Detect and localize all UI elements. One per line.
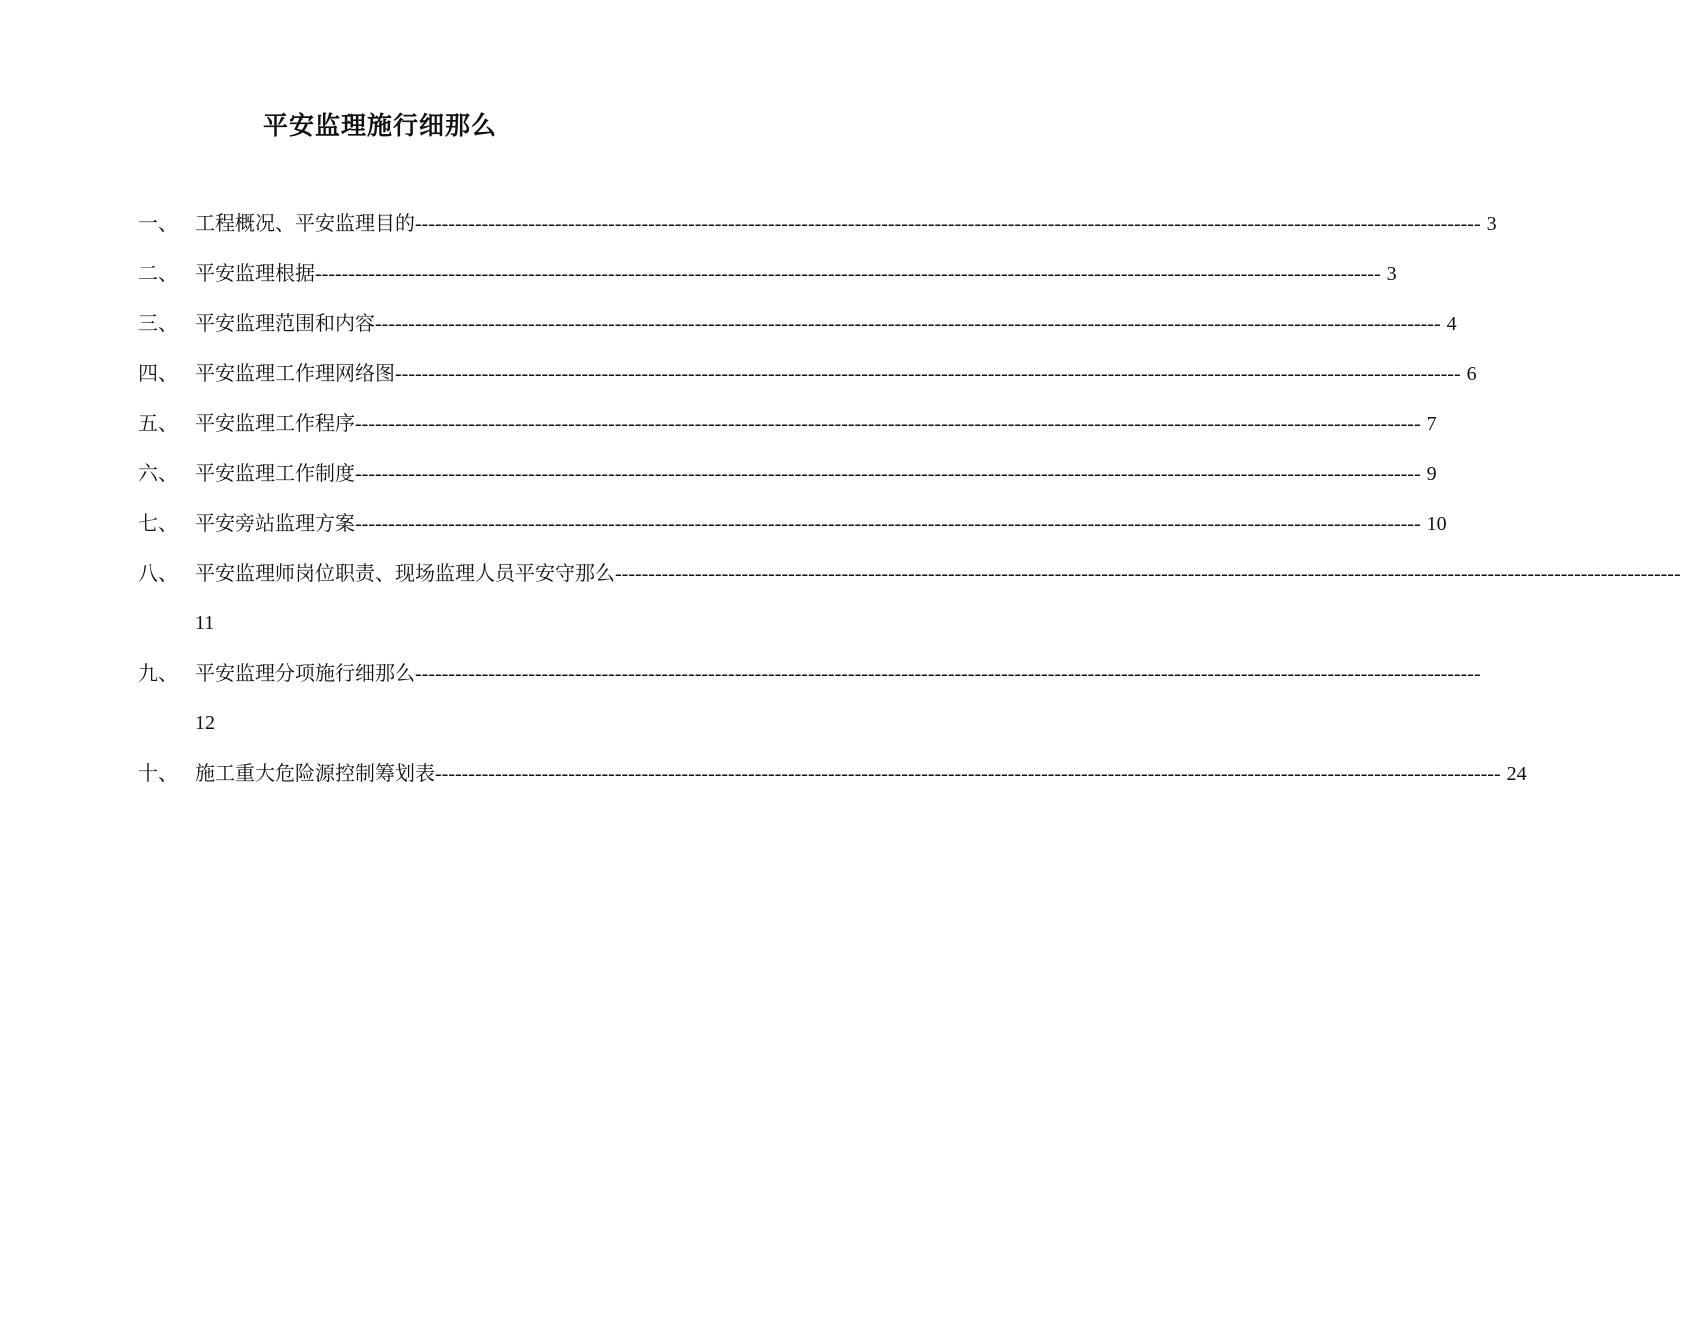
toc-entry-2[interactable] <box>138 248 1397 298</box>
toc-entry-number: 二、 <box>138 261 178 285</box>
toc-page-number: 6 <box>1466 363 1477 385</box>
toc-page-number: 4 <box>1446 313 1457 335</box>
toc-entry-text: 工程概况、平安监理目的 <box>195 211 415 235</box>
toc-entry-text: 平安监理范围和内容 <box>195 311 375 335</box>
toc-entry-9[interactable] <box>138 648 1481 748</box>
toc-entry-text: 平安监理分项施行细那么 <box>195 661 415 685</box>
toc-leader-dashes: ---------------------------------------------------------------------------------------------------------------------------------------------------------------- <box>315 263 1381 285</box>
toc-entry-number: 六、 <box>138 461 178 485</box>
toc-entry-3[interactable] <box>138 298 1457 348</box>
toc-page-number: 12 <box>195 712 215 734</box>
toc-leader-dashes: ---------------------------------------------------------------------------------------------------------------------------------------------------------------- <box>435 763 1501 785</box>
toc-entry-text: 平安旁站监理方案 <box>195 511 355 535</box>
document-title: 平安监理施行细那么 <box>263 111 498 140</box>
toc-leader-dashes: ---------------------------------------------------------------------------------------------------------------------------------------------------------------- <box>415 213 1481 235</box>
toc-page-number: 7 <box>1426 413 1437 435</box>
toc-page-number: 10 <box>1426 513 1447 535</box>
toc-entry-10[interactable] <box>138 748 1527 798</box>
toc-leader-dashes: ---------------------------------------------------------------------------------------------------------------------------------------------------------------- <box>355 463 1421 485</box>
toc-page-number: 3 <box>1486 213 1497 235</box>
toc-entry-6[interactable] <box>138 448 1437 498</box>
toc-entry-8[interactable] <box>138 548 1681 648</box>
toc-leader-dashes: ---------------------------------------------------------------------------------------------------------------------------------------------------------------- <box>415 663 1481 685</box>
table-of-contents <box>138 198 1681 798</box>
toc-entry-text: 平安监理工作程序 <box>195 411 355 435</box>
toc-leader-dashes: ---------------------------------------------------------------------------------------------------------------------------------------------------------------- <box>355 513 1421 535</box>
toc-page-number: 9 <box>1426 463 1437 485</box>
toc-entry-text: 平安监理工作制度 <box>195 461 355 485</box>
toc-entry-number: 十、 <box>138 761 178 785</box>
toc-entry-text: 平安监理工作理网络图 <box>195 361 395 385</box>
toc-leader-dashes: ---------------------------------------------------------------------------------------------------------------------------------------------------------------- <box>375 313 1441 335</box>
toc-entry-5[interactable] <box>138 398 1437 448</box>
toc-entry-number: 八、 <box>138 561 178 585</box>
toc-leader-dashes: ---------------------------------------------------------------------------------------------------------------------------------------------------------------- <box>395 363 1461 385</box>
toc-entry-1[interactable] <box>138 198 1497 248</box>
toc-page-number: 11 <box>195 612 215 634</box>
toc-entry-number: 五、 <box>138 411 178 435</box>
toc-entry-number: 七、 <box>138 511 178 535</box>
toc-entry-text: 平安监理根据 <box>195 261 315 285</box>
toc-entry-text: 平安监理师岗位职责、现场监理人员平安守那么 <box>195 561 615 585</box>
toc-entry-number: 四、 <box>138 361 178 385</box>
toc-leader-dashes: ---------------------------------------------------------------------------------------------------------------------------------------------------------------- <box>615 563 1681 585</box>
toc-leader-dashes: ---------------------------------------------------------------------------------------------------------------------------------------------------------------- <box>355 413 1421 435</box>
toc-entry-4[interactable] <box>138 348 1477 398</box>
toc-page-number: 3 <box>1386 263 1397 285</box>
toc-entry-number: 一、 <box>138 211 178 235</box>
toc-entry-7[interactable] <box>138 498 1447 548</box>
toc-entry-number: 三、 <box>138 311 178 335</box>
toc-entry-number: 九、 <box>138 661 178 685</box>
toc-entry-text: 施工重大危险源控制筹划表 <box>195 761 435 785</box>
toc-page-number: 24 <box>1506 763 1527 785</box>
